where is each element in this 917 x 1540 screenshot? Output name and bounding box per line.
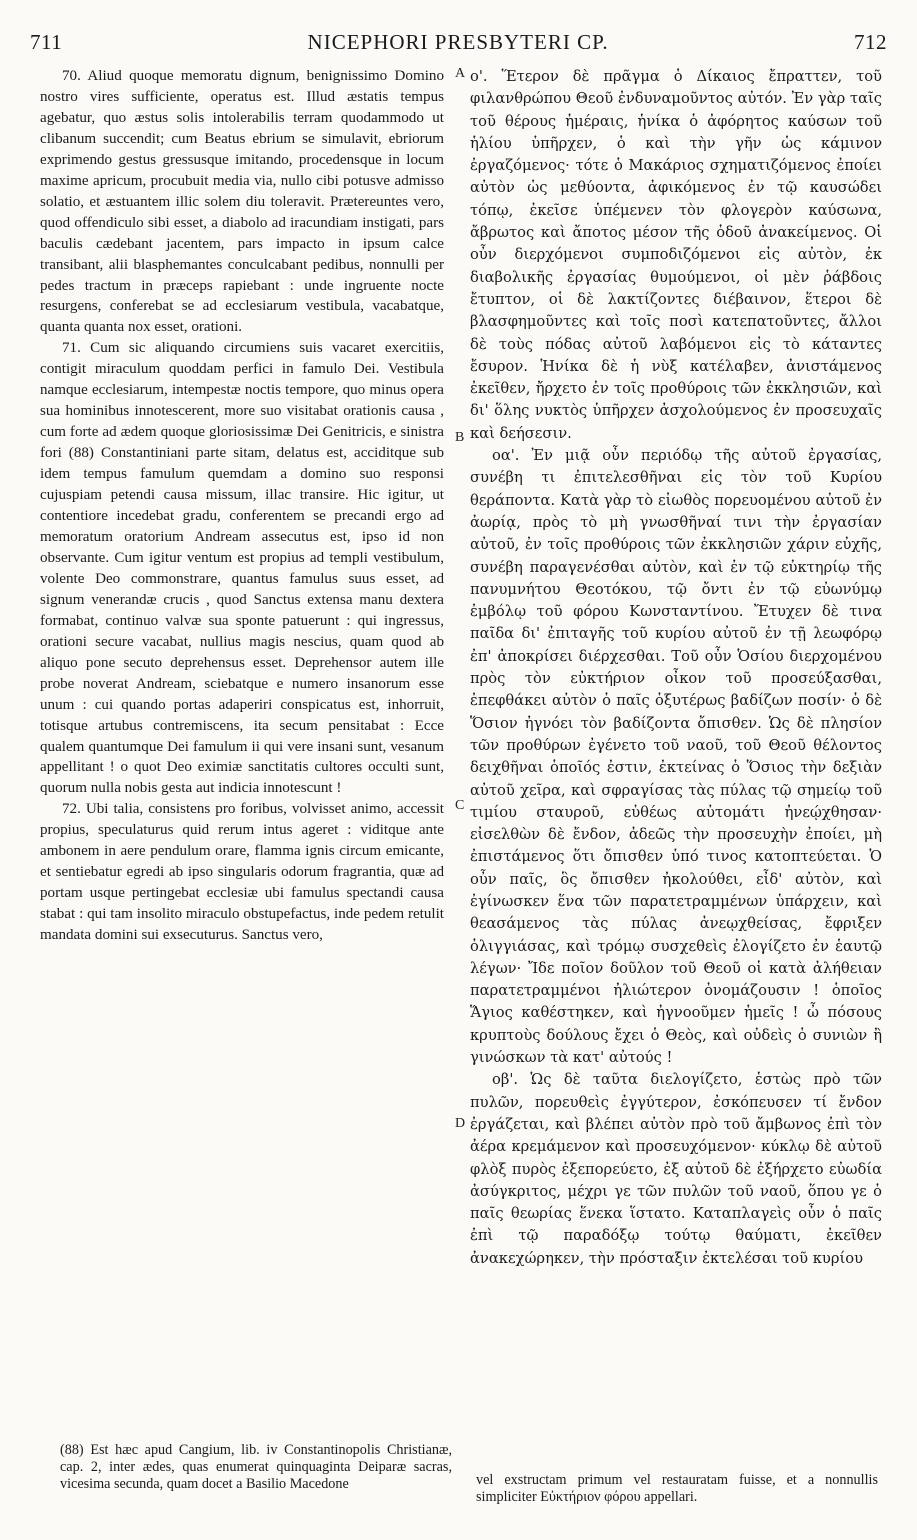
- margin-letter-d: D: [455, 1116, 466, 1131]
- greek-column: [470, 66, 882, 1270]
- page-header: [30, 30, 887, 60]
- latin-paragraph-72: 72. Ubi talia, consistens pro foribus, volvisset animo, accessit propius, speculaturus quid rerum intus ageret : viditque ante ambonem in aere pendulum orare, flamma ignis circum emicante, et sentiebatur egredi ab ipso singularis odorum fragrantia, quæ ad portam usque pertingebat ecclesiæ ubi famulus spectandi causa stabat : qui tam insolito miraculo obstupefactus, inde pedem retulit mandata domini sui exsecuturus. Sanctus vero,: [40, 801, 444, 944]
- footnote-continuation: [476, 1472, 878, 1506]
- page-number-left: 711: [30, 30, 63, 54]
- footnote-text: (88) Est hæc apud Cangium, lib. iv Constantinopolis Christianæ, cap. 2, inter ædes, quas enumerat quinquaginta Deiparæ sacras, vicesima secunda, quam docet a Basilio Macedone: [60, 1442, 452, 1493]
- margin-letter-b: B: [455, 430, 465, 445]
- greek-paragraph-71: οα'. Ἐν μιᾷ οὖν περιόδῳ τῆς αὐτοῦ ἐργασίας, συνέβη τι ἐπιτελεσθῆναι εἰς τὸν τοῦ Κυρίου θεράποντα. Κατὰ γὰρ τὸ εἰωθὸς πορευομένου αὐτοῦ ἐν ἀωρίᾳ, πρὸς τὸ μὴ γνωσθῆναί τινι τὴν ἐργασίαν αὐτοῦ, ἐν τοῖς προθύροις τῶν ἐκκλησιῶν χάριν εὐχῆς, συνέβη παραγενέσθαι αὐτὸν, καὶ ἐν τῷ εὐκτηρίῳ τῆς πανυμνήτου Θεοτόκου, τῷ ὄντι ἐν τῷ εὐωνύμῳ ἐμβόλῳ τοῦ φόρου Κωνσταντίνου. Ἔτυχεν δὲ τινα παῖδα δι' ἐπιταγῆς τοῦ κυρίου αὐτοῦ ἐν τῇ λεωφόρῳ ἐπ' ἀποκρίσει διέρχεσθαι. Τοῦ οὖν Ὁσίου διερχομένου πρὸς τὸν εὐκτήριον οἶκον τοῦ προσεύξασθαι, ἐπεφθάκει αὐτὸν ὁ παῖς ὀξυτέρως βαδίζων ποσίν· ὁ δὲ Ὅσιον ἠγνόει τὸν βαδίζοντα ὄπισθεν. Ὡς δὲ πλησίον τῶν προθύρων ἐγένετο τοῦ ναοῦ, τοῦ Θεοῦ θέλοντος δειχθῆναι ὁποῖός ἐστιν, ἐκτείνας ὁ Ὅσιος τὴν δεξιὰν αὐτοῦ χεῖρα, καὶ σφραγίσας τὰς πύλας τῷ σημείῳ τοῦ τιμίου σταυροῦ, εὐθέως αὐτομάτι ἠνεῴχθησαν· εἰσελθὼν δὲ ἔνδον, ἀδεῶς τὴν προσευχὴν ἐποίει, μὴ ἐπιστάμενος ὅτι ὄπισθεν ὑπό τινος κατοπτεύεται. Ὁ οὖν παῖς, ὃς ὄπισθεν ἠκολούθει, εἶδ' αὐτὸν, καὶ ἐγίνωσκεν ἕνα τῶν παρατετραμμένων ὑπάρχειν, καὶ θεασάμενος τὰς πύλας ἀνεῳχθείσας, ἔφριξεν ὀλιγγιάσας, καὶ τρόμῳ συσχεθεὶς ἐλογίζετο ἐν ἑαυτῷ λέγων· Ἴδε ποῖον δοῦλον τοῦ Θεοῦ οἱ κατὰ ἀλήθειαν παρατετραμμένοι ἠλιώτερον ὀνομάζουσιν ! ὁποῖος Ἅγιος καθέστηκεν, καὶ ἠγνοοῦμεν ἡμεῖς ! ὦ πόσους κρυπτοὺς δούλους ἔχει ὁ Θεὸς, καὶ οὐδεὶς ὁ συνιὼν ἢ γινώσκων τὰ κατ' αὐτούς !: [470, 447, 882, 1067]
- page-number-right: 712: [854, 30, 887, 54]
- greek-paragraph-72: οβ'. Ὡς δὲ ταῦτα διελογίζετο, ἑστὼς πρὸ τῶν πυλῶν, πορευθεὶς ἐγγύτερον, ἐσκόπευσεν τί ἔνδον ἐργάζεται, καὶ βλέπει αὐτὸν πρὸ τοῦ ἄμβωνος ἐπὶ τὸν ἀέρα κρεμάμενον καὶ προσευχόμενον· κύκλῳ δὲ αὐτοῦ φλὸξ πυρὸς ἐξεπορεύετο, ἐξ αὐτοῦ δὲ ἐξήρχετο εὐωδία ἀσύγκριτος, μέχρι γε τῶν πυλῶν τοῦ ναοῦ, ὅπου γε ὁ παῖς θεωρίας ἕνεκα ἵστατο. Καταπλαγεὶς οὖν ὁ παῖς ἐπὶ τῷ παραδόξῳ τούτῳ θαύματι, ἐκεῖθεν ἀνακεχώρηκεν, τὴν πρόσταξιν ἐκτελέσαι τοῦ κυρίου: [470, 1071, 882, 1267]
- latin-paragraph-71: 71. Cum sic aliquando circumiens suis vacaret exercitiis, contigit miraculum quoddam perfici in famulo Dei. Vestibula namque ecclesiarum, intempestæ noctis tempore, quo minus opera sua hominibus innotescerent, more suo visitabat orationis causa , cum forte ad ædem quoque gloriosissimæ Dei Genitricis, e sinistra fori (88) Constantiniani parte sitam, delatus est, acciditque sub idem tempus famulum quemdam a domino suo responsi cujuspiam petendi causa missum, illac transire. Hic igitur, ut contentiore incedebat gradu, conferentem se precandi ergo ad memoratum oratorium Andream assecutus est, ipso id non observante. Cum igitur ventum est propius ad templi vestibulum, volente Deo commonstrare, quantus famulus suus esset, ad signum venerandæ crucis , quod Sanctus extensa manu dextera formabat, continuo valvæ sua sponte patuerunt : qui ingressus, orationi secure vacabat, nullius magis nescius, quam quod ab aliquo pone secuto deprehensus esset. Deprehensor autem ille probe noverat Andream, sciebatque e numero insanorum esse unum : cui quando portas adaperiri conspicatus est, inhorruit, totisque artubus contremiscens, ita secum pensitabat : Ecce qualem quantumque Dei famulum ii qui vere insani sunt, vesanum appellitant ! o quot Deo eximiæ sanctitatis cultores occulti sunt, quorum nulla nobis gesta aut indicia innotescunt !: [40, 340, 444, 797]
- footnote-88: [60, 1442, 452, 1494]
- margin-letter-c: C: [455, 798, 465, 813]
- margin-letter-a: A: [455, 66, 466, 81]
- latin-paragraph-70: 70. Aliud quoque memoratu dignum, benignissimo Domino nostro vires sufficiente, operatus est. Illud æstatis tempus agebatur, quo æstus solis intolerabilis terram quodammodo ut clibanum succendit; cum Beatus ebrium se simulavit, ebriorum exprimendo gestus gressusque imitando, procedensque in locum maxime apricum, procubuit media via, nullo cibi potusve admisso solatio, et æstuantem illic solem diu toleravit. Prætereuntes vero, quod offendiculo sibi esset, a diabolo ad iracundiam instigati, pars baculis cædebant jacentem, pars impacto in ipsum calce transibant, alii blasphemantes conculcabant pedibus, nonnulli per pedes tractum in præceps rapiebant : unde ingruente nocte resurgens, conferebat se ad ecclesiarum vestibula, vacabatque, quanta quanta nox esset, orationi.: [40, 68, 444, 336]
- running-title: NICEPHORI PRESBYTERI CP.: [307, 30, 609, 54]
- greek-paragraph-70: ο'. Ἕτερον δὲ πρᾶγμα ὁ Δίκαιος ἔπραττεν, τοῦ φιλανθρώπου Θεοῦ ἐνδυναμοῦντος αὐτόν. Ἐν γὰρ ταῖς τοῦ θέρους ἡμέραις, ἡνίκα ὁ ἀφόρητος καύσων τοῦ ἡλίου ὑπῆρχεν, ὁ καὶ τὴν γῆν ὡς κάμινον ἐργαζόμενος· τότε ὁ Μακάριος σχηματιζόμενος ἐποίει αὐτὸν ὡς μεθύοντα, ἀφικόμενος ἐν τῷ καυσώδει τόπῳ, ἐκεῖσε ὑπέμενεν τὸν φλογερὸν καύσωνα, ἄβρωτος καὶ ἄποτος μέσον τῆς ὁδοῦ ἀνακείμενος. Οἱ οὖν διερχόμενοι συμποδιζόμενοι εἰς αὐτὸν, ἐκ διαβολικῆς ἐργασίας θυμούμενοι, οἱ μὲν ῥάβδοις ἔτυπτον, οἱ δὲ λακτίζοντες διέβαινον, ἕτεροι δὲ βλασφημοῦντες καὶ τοῖς ποσὶ κατεπατοῦντες, ἄλλοι δὲ τοὺς πόδας αὐτοῦ λαβόμενοι εἰς τὸ κάταντες ἔσυρον. Ἡνίκα δὲ ἡ νὺξ κατέλαβεν, ἀνιστάμενος ἐκεῖθεν, ἤρχετο ἐν τοῖς προθύροις τῶν ἐκκλησιῶν, καὶ δι' ὅλης νυκτὸς ὑπῆρχεν ἀσχολούμενος ἐν προσευχαῖς καὶ δεήσεσιν.: [470, 68, 882, 442]
- footnote-continuation-text: vel exstructam primum vel restauratam fuisse, et a nonnullis simpliciter Εὐκτήριον φόρου appellari.: [476, 1472, 878, 1506]
- latin-column: [40, 66, 444, 946]
